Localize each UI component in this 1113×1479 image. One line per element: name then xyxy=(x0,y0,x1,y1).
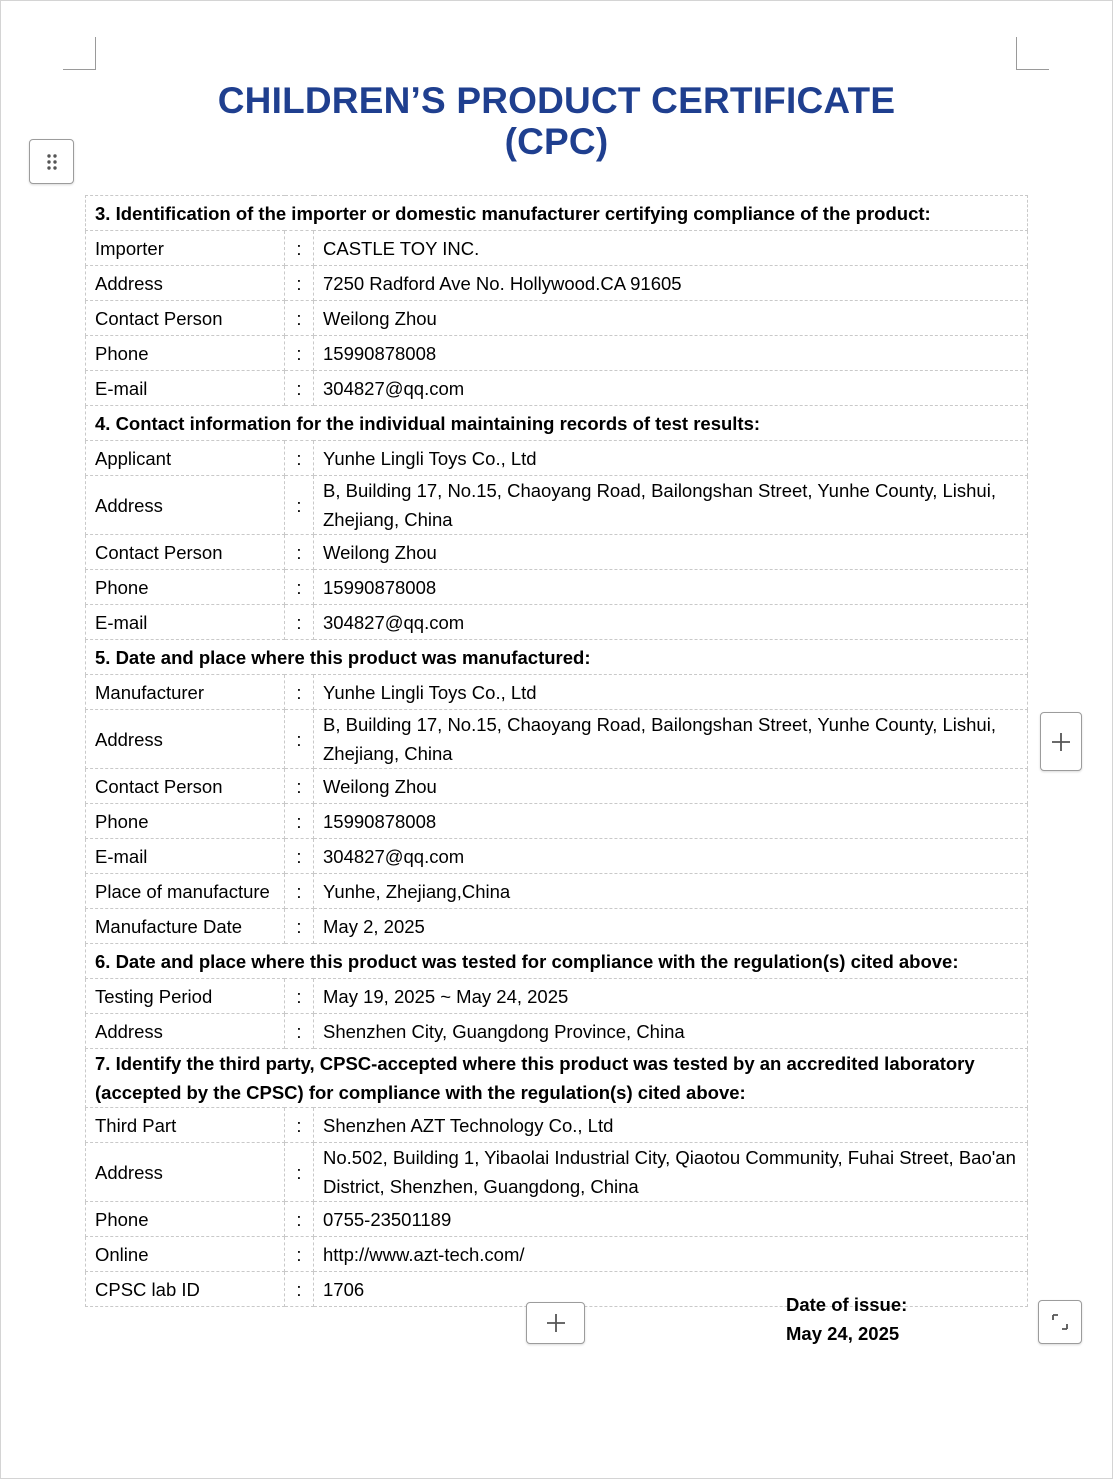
issue-block xyxy=(786,1290,907,1348)
margin-corner-top-left xyxy=(63,37,96,70)
table-row xyxy=(86,336,1028,371)
section-heading: 3. Identification of the importer or domestic manufacturer certifying compliance of the product: xyxy=(86,196,1028,231)
table-row xyxy=(86,1014,1028,1049)
table-row xyxy=(86,1108,1028,1143)
colon: : xyxy=(285,1014,314,1049)
table-row xyxy=(86,266,1028,301)
field-label: Place of manufacture xyxy=(86,874,285,909)
field-label: Phone xyxy=(86,1202,285,1237)
table-row xyxy=(86,874,1028,909)
field-label: E-mail xyxy=(86,839,285,874)
field-value: 15990878008 xyxy=(314,804,1028,839)
field-value: Yunhe Lingli Toys Co., Ltd xyxy=(314,675,1028,710)
document-title xyxy=(0,80,1113,162)
colon: : xyxy=(285,371,314,406)
table-resize-handle[interactable] xyxy=(1038,1300,1082,1344)
table-row xyxy=(86,710,1028,769)
colon: : xyxy=(285,535,314,570)
field-label: Applicant xyxy=(86,441,285,476)
colon: : xyxy=(285,266,314,301)
table-row xyxy=(86,909,1028,944)
table-row xyxy=(86,301,1028,336)
field-value: Weilong Zhou xyxy=(314,535,1028,570)
colon: : xyxy=(285,1272,314,1307)
field-label: Third Part xyxy=(86,1108,285,1143)
field-value: B, Building 17, No.15, Chaoyang Road, Bailongshan Street, Yunhe County, Lishui, Zhejiang, China xyxy=(314,710,1028,769)
colon: : xyxy=(285,605,314,640)
field-value: No.502, Building 1, Yibaolai Industrial City, Qiaotou Community, Fuhai Street, Bao'an District, Shenzhen, Guangdong, China xyxy=(314,1143,1028,1202)
field-value: May 19, 2025 ~ May 24, 2025 xyxy=(314,979,1028,1014)
field-label: Testing Period xyxy=(86,979,285,1014)
colon: : xyxy=(285,1143,314,1202)
field-value: Weilong Zhou xyxy=(314,769,1028,804)
field-value: 304827@qq.com xyxy=(314,371,1028,406)
section-4-heading-row xyxy=(86,406,1028,441)
colon: : xyxy=(285,710,314,769)
table-row xyxy=(86,570,1028,605)
colon: : xyxy=(285,804,314,839)
field-label: Phone xyxy=(86,570,285,605)
title-line-2: (CPC) xyxy=(504,121,609,162)
table-row xyxy=(86,1202,1028,1237)
table-row xyxy=(86,605,1028,640)
colon: : xyxy=(285,570,314,605)
section-5-heading-row xyxy=(86,640,1028,675)
field-value: May 2, 2025 xyxy=(314,909,1028,944)
field-label: Address xyxy=(86,476,285,535)
field-label: CPSC lab ID xyxy=(86,1272,285,1307)
section-7-heading-row xyxy=(86,1049,1028,1108)
colon: : xyxy=(285,301,314,336)
table-row xyxy=(86,839,1028,874)
field-value: CASTLE TOY INC. xyxy=(314,231,1028,266)
table-row xyxy=(86,441,1028,476)
table-move-handle[interactable] xyxy=(29,139,74,184)
field-label: Phone xyxy=(86,336,285,371)
field-value: Shenzhen City, Guangdong Province, China xyxy=(314,1014,1028,1049)
colon: : xyxy=(285,1202,314,1237)
table-row xyxy=(86,1143,1028,1202)
field-label: Contact Person xyxy=(86,535,285,570)
field-label: Contact Person xyxy=(86,301,285,336)
field-value: 7250 Radford Ave No. Hollywood.CA 91605 xyxy=(314,266,1028,301)
issue-label: Date of issue: xyxy=(786,1294,908,1315)
table-row xyxy=(86,231,1028,266)
colon: : xyxy=(285,839,314,874)
field-label: Address xyxy=(86,710,285,769)
field-label: Manufacturer xyxy=(86,675,285,710)
field-label: E-mail xyxy=(86,371,285,406)
field-value: Weilong Zhou xyxy=(314,301,1028,336)
field-value: 15990878008 xyxy=(314,570,1028,605)
field-value: Yunhe, Zhejiang,China xyxy=(314,874,1028,909)
table-row xyxy=(86,535,1028,570)
field-label: Contact Person xyxy=(86,769,285,804)
plus-icon xyxy=(1050,731,1072,753)
field-value: 304827@qq.com xyxy=(314,839,1028,874)
colon: : xyxy=(285,441,314,476)
section-heading: 4. Contact information for the individual maintaining records of test results: xyxy=(86,406,1028,441)
resize-corner-icon xyxy=(1049,1311,1071,1333)
field-label: Manufacture Date xyxy=(86,909,285,944)
field-value: http://www.azt-tech.com/ xyxy=(314,1237,1028,1272)
table-row xyxy=(86,769,1028,804)
colon: : xyxy=(285,909,314,944)
field-value: 304827@qq.com xyxy=(314,605,1028,640)
table-row xyxy=(86,371,1028,406)
field-value: Shenzhen AZT Technology Co., Ltd xyxy=(314,1108,1028,1143)
colon: : xyxy=(285,1237,314,1272)
field-label: E-mail xyxy=(86,605,285,640)
field-label: Address xyxy=(86,1014,285,1049)
section-6-heading-row xyxy=(86,944,1028,979)
colon: : xyxy=(285,769,314,804)
table-row xyxy=(86,476,1028,535)
colon: : xyxy=(285,874,314,909)
table-row xyxy=(86,675,1028,710)
field-value: B, Building 17, No.15, Chaoyang Road, Bailongshan Street, Yunhe County, Lishui, Zhejiang, China xyxy=(314,476,1028,535)
field-label: Address xyxy=(86,266,285,301)
section-heading: 5. Date and place where this product was manufactured: xyxy=(86,640,1028,675)
colon: : xyxy=(285,476,314,535)
field-value: Yunhe Lingli Toys Co., Ltd xyxy=(314,441,1028,476)
field-label: Importer xyxy=(86,231,285,266)
section-heading: 7. Identify the third party, CPSC-accepted where this product was tested by an accredited laboratory (accepted by the CPSC) for compliance with the regulation(s) cited above: xyxy=(86,1049,1028,1108)
colon: : xyxy=(285,675,314,710)
field-value: 15990878008 xyxy=(314,336,1028,371)
field-value: 1706 xyxy=(314,1272,1028,1307)
section-heading: 6. Date and place where this product was tested for compliance with the regulation(s) cited above: xyxy=(86,944,1028,979)
field-value: 0755-23501189 xyxy=(314,1202,1028,1237)
margin-corner-top-right xyxy=(1016,37,1049,70)
colon: : xyxy=(285,1108,314,1143)
colon: : xyxy=(285,979,314,1014)
drag-handle-icon xyxy=(45,152,59,172)
section-3-heading-row xyxy=(86,196,1028,231)
issue-date: May 24, 2025 xyxy=(786,1323,900,1344)
add-column-button[interactable] xyxy=(526,1302,585,1344)
colon: : xyxy=(285,231,314,266)
table-row xyxy=(86,979,1028,1014)
field-label: Phone xyxy=(86,804,285,839)
certificate-table xyxy=(85,195,1028,1307)
plus-icon xyxy=(545,1312,567,1334)
field-label: Online xyxy=(86,1237,285,1272)
colon: : xyxy=(285,336,314,371)
field-label: Address xyxy=(86,1143,285,1202)
add-row-button[interactable] xyxy=(1040,712,1082,771)
table-row xyxy=(86,804,1028,839)
title-line-1: CHILDREN’S PRODUCT CERTIFICATE xyxy=(217,80,896,121)
table-row xyxy=(86,1237,1028,1272)
